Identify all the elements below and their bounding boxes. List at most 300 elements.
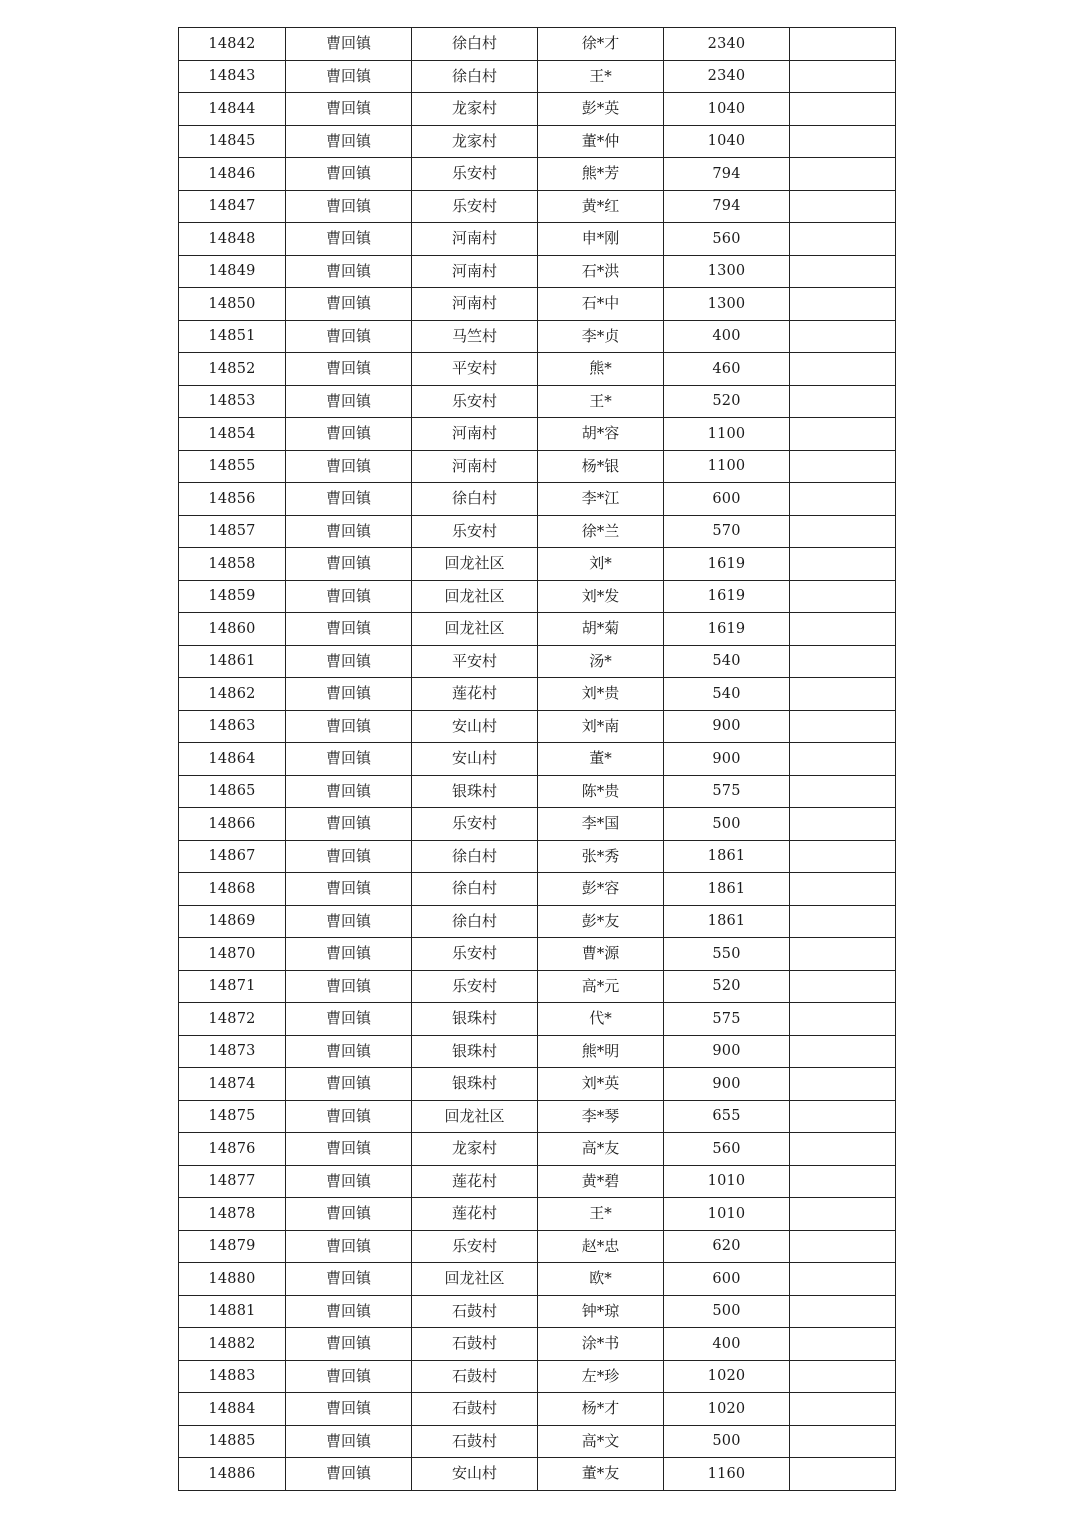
cell-town: 曹回镇: [286, 808, 412, 841]
cell-town: 曹回镇: [286, 418, 412, 451]
table-row: [179, 1035, 896, 1068]
cell-town: 曹回镇: [286, 28, 412, 61]
cell-name: 彭*容: [538, 873, 664, 906]
cell-id: 14878: [179, 1198, 286, 1231]
roster-table: [178, 27, 896, 1491]
cell-note: [790, 223, 896, 256]
cell-village: 乐安村: [412, 515, 538, 548]
cell-town: 曹回镇: [286, 1068, 412, 1101]
table-row: [179, 548, 896, 581]
cell-town: 曹回镇: [286, 548, 412, 581]
table-row: [179, 190, 896, 223]
cell-village: 莲花村: [412, 1165, 538, 1198]
cell-amount: 570: [664, 515, 790, 548]
cell-village: 河南村: [412, 450, 538, 483]
cell-name: 黄*碧: [538, 1165, 664, 1198]
cell-amount: 1160: [664, 1458, 790, 1491]
cell-amount: 400: [664, 1328, 790, 1361]
cell-amount: 1020: [664, 1393, 790, 1426]
table-row: [179, 645, 896, 678]
cell-town: 曹回镇: [286, 1198, 412, 1231]
table-row: [179, 938, 896, 971]
cell-town: 曹回镇: [286, 1165, 412, 1198]
cell-note: [790, 548, 896, 581]
cell-name: 彭*友: [538, 905, 664, 938]
cell-name: 左*珍: [538, 1360, 664, 1393]
table-row: [179, 1230, 896, 1263]
cell-village: 河南村: [412, 255, 538, 288]
cell-amount: 1040: [664, 93, 790, 126]
cell-town: 曹回镇: [286, 678, 412, 711]
cell-note: [790, 60, 896, 93]
cell-note: [790, 255, 896, 288]
cell-amount: 575: [664, 775, 790, 808]
table-row: [179, 678, 896, 711]
cell-id: 14884: [179, 1393, 286, 1426]
table-row: [179, 1360, 896, 1393]
table-row: [179, 1393, 896, 1426]
cell-amount: 1010: [664, 1198, 790, 1231]
cell-village: 石鼓村: [412, 1425, 538, 1458]
cell-name: 张*秀: [538, 840, 664, 873]
cell-id: 14856: [179, 483, 286, 516]
cell-note: [790, 28, 896, 61]
cell-town: 曹回镇: [286, 1328, 412, 1361]
cell-name: 汤*: [538, 645, 664, 678]
cell-town: 曹回镇: [286, 840, 412, 873]
cell-note: [790, 418, 896, 451]
cell-village: 乐安村: [412, 938, 538, 971]
cell-note: [790, 1425, 896, 1458]
cell-id: 14871: [179, 970, 286, 1003]
cell-village: 徐白村: [412, 483, 538, 516]
cell-name: 曹*源: [538, 938, 664, 971]
cell-name: 王*: [538, 60, 664, 93]
cell-name: 申*刚: [538, 223, 664, 256]
cell-village: 安山村: [412, 1458, 538, 1491]
cell-town: 曹回镇: [286, 60, 412, 93]
cell-id: 14848: [179, 223, 286, 256]
table-row: [179, 613, 896, 646]
cell-village: 龙家村: [412, 125, 538, 158]
cell-id: 14865: [179, 775, 286, 808]
cell-name: 石*中: [538, 288, 664, 321]
cell-village: 银珠村: [412, 1003, 538, 1036]
table-row: [179, 1458, 896, 1491]
cell-note: [790, 1165, 896, 1198]
cell-village: 石鼓村: [412, 1295, 538, 1328]
cell-note: [790, 1133, 896, 1166]
cell-village: 乐安村: [412, 158, 538, 191]
cell-amount: 1100: [664, 418, 790, 451]
cell-village: 乐安村: [412, 190, 538, 223]
table-row: [179, 125, 896, 158]
cell-note: [790, 1035, 896, 1068]
cell-name: 陈*贵: [538, 775, 664, 808]
table-row: [179, 60, 896, 93]
cell-village: 河南村: [412, 288, 538, 321]
table-row: [179, 580, 896, 613]
cell-town: 曹回镇: [286, 1295, 412, 1328]
cell-note: [790, 873, 896, 906]
cell-town: 曹回镇: [286, 223, 412, 256]
cell-village: 石鼓村: [412, 1328, 538, 1361]
cell-amount: 900: [664, 1068, 790, 1101]
table-row: [179, 418, 896, 451]
cell-name: 李*国: [538, 808, 664, 841]
cell-amount: 2340: [664, 28, 790, 61]
cell-town: 曹回镇: [286, 873, 412, 906]
cell-id: 14881: [179, 1295, 286, 1328]
cell-town: 曹回镇: [286, 1263, 412, 1296]
cell-amount: 1619: [664, 613, 790, 646]
cell-town: 曹回镇: [286, 743, 412, 776]
cell-town: 曹回镇: [286, 775, 412, 808]
table-row: [179, 1425, 896, 1458]
cell-amount: 1300: [664, 255, 790, 288]
cell-town: 曹回镇: [286, 450, 412, 483]
cell-id: 14846: [179, 158, 286, 191]
cell-id: 14850: [179, 288, 286, 321]
cell-town: 曹回镇: [286, 905, 412, 938]
cell-id: 14849: [179, 255, 286, 288]
table-row: [179, 223, 896, 256]
cell-name: 代*: [538, 1003, 664, 1036]
cell-village: 银珠村: [412, 1068, 538, 1101]
cell-id: 14842: [179, 28, 286, 61]
cell-amount: 460: [664, 353, 790, 386]
cell-note: [790, 808, 896, 841]
cell-id: 14853: [179, 385, 286, 418]
cell-village: 石鼓村: [412, 1393, 538, 1426]
cell-id: 14845: [179, 125, 286, 158]
cell-note: [790, 905, 896, 938]
cell-note: [790, 613, 896, 646]
cell-town: 曹回镇: [286, 613, 412, 646]
cell-town: 曹回镇: [286, 1393, 412, 1426]
table-row: [179, 1165, 896, 1198]
cell-id: 14844: [179, 93, 286, 126]
cell-note: [790, 1100, 896, 1133]
cell-note: [790, 288, 896, 321]
cell-amount: 500: [664, 1295, 790, 1328]
cell-note: [790, 1068, 896, 1101]
table-row: [179, 28, 896, 61]
cell-id: 14873: [179, 1035, 286, 1068]
cell-town: 曹回镇: [286, 1360, 412, 1393]
document-page: [178, 27, 895, 1491]
cell-town: 曹回镇: [286, 710, 412, 743]
cell-town: 曹回镇: [286, 353, 412, 386]
cell-town: 曹回镇: [286, 1230, 412, 1263]
cell-name: 徐*兰: [538, 515, 664, 548]
cell-name: 王*: [538, 1198, 664, 1231]
table-row: [179, 775, 896, 808]
cell-name: 杨*才: [538, 1393, 664, 1426]
cell-amount: 900: [664, 710, 790, 743]
table-row: [179, 873, 896, 906]
cell-town: 曹回镇: [286, 580, 412, 613]
cell-note: [790, 1328, 896, 1361]
cell-name: 高*元: [538, 970, 664, 1003]
cell-town: 曹回镇: [286, 1458, 412, 1491]
cell-amount: 1100: [664, 450, 790, 483]
cell-note: [790, 1360, 896, 1393]
cell-amount: 600: [664, 1263, 790, 1296]
cell-amount: 1861: [664, 873, 790, 906]
cell-village: 马竺村: [412, 320, 538, 353]
cell-id: 14867: [179, 840, 286, 873]
cell-village: 乐安村: [412, 1230, 538, 1263]
cell-amount: 560: [664, 1133, 790, 1166]
cell-id: 14876: [179, 1133, 286, 1166]
cell-id: 14847: [179, 190, 286, 223]
cell-name: 彭*英: [538, 93, 664, 126]
cell-name: 熊*明: [538, 1035, 664, 1068]
cell-name: 刘*贵: [538, 678, 664, 711]
cell-note: [790, 938, 896, 971]
cell-amount: 1861: [664, 840, 790, 873]
cell-town: 曹回镇: [286, 385, 412, 418]
table-row: [179, 710, 896, 743]
cell-note: [790, 125, 896, 158]
cell-name: 高*友: [538, 1133, 664, 1166]
cell-note: [790, 190, 896, 223]
cell-town: 曹回镇: [286, 1035, 412, 1068]
cell-id: 14860: [179, 613, 286, 646]
cell-note: [790, 385, 896, 418]
cell-town: 曹回镇: [286, 190, 412, 223]
cell-name: 胡*菊: [538, 613, 664, 646]
cell-note: [790, 93, 896, 126]
cell-id: 14862: [179, 678, 286, 711]
cell-name: 黄*红: [538, 190, 664, 223]
cell-amount: 1300: [664, 288, 790, 321]
cell-name: 李*琴: [538, 1100, 664, 1133]
table-row: [179, 1003, 896, 1036]
cell-name: 刘*英: [538, 1068, 664, 1101]
cell-amount: 540: [664, 678, 790, 711]
cell-amount: 1040: [664, 125, 790, 158]
cell-town: 曹回镇: [286, 288, 412, 321]
cell-town: 曹回镇: [286, 158, 412, 191]
cell-amount: 620: [664, 1230, 790, 1263]
cell-id: 14852: [179, 353, 286, 386]
cell-id: 14863: [179, 710, 286, 743]
cell-amount: 500: [664, 808, 790, 841]
table-row: [179, 808, 896, 841]
cell-note: [790, 515, 896, 548]
cell-town: 曹回镇: [286, 483, 412, 516]
table-row: [179, 158, 896, 191]
cell-village: 回龙社区: [412, 1100, 538, 1133]
cell-id: 14843: [179, 60, 286, 93]
cell-note: [790, 775, 896, 808]
cell-amount: 550: [664, 938, 790, 971]
cell-amount: 655: [664, 1100, 790, 1133]
cell-amount: 520: [664, 970, 790, 1003]
cell-note: [790, 710, 896, 743]
cell-id: 14870: [179, 938, 286, 971]
cell-name: 熊*: [538, 353, 664, 386]
cell-town: 曹回镇: [286, 1003, 412, 1036]
cell-town: 曹回镇: [286, 93, 412, 126]
cell-note: [790, 1230, 896, 1263]
cell-amount: 540: [664, 645, 790, 678]
cell-name: 李*江: [538, 483, 664, 516]
cell-village: 回龙社区: [412, 580, 538, 613]
cell-id: 14879: [179, 1230, 286, 1263]
cell-id: 14883: [179, 1360, 286, 1393]
cell-id: 14875: [179, 1100, 286, 1133]
cell-name: 钟*琼: [538, 1295, 664, 1328]
cell-id: 14854: [179, 418, 286, 451]
table-row: [179, 1068, 896, 1101]
cell-village: 安山村: [412, 743, 538, 776]
table-row: [179, 93, 896, 126]
cell-note: [790, 678, 896, 711]
cell-amount: 1619: [664, 548, 790, 581]
table-row: [179, 743, 896, 776]
cell-note: [790, 743, 896, 776]
cell-village: 乐安村: [412, 385, 538, 418]
cell-id: 14861: [179, 645, 286, 678]
cell-village: 乐安村: [412, 970, 538, 1003]
cell-amount: 1010: [664, 1165, 790, 1198]
cell-id: 14872: [179, 1003, 286, 1036]
cell-note: [790, 645, 896, 678]
cell-village: 莲花村: [412, 1198, 538, 1231]
table-row: [179, 255, 896, 288]
table-row: [179, 385, 896, 418]
cell-village: 徐白村: [412, 905, 538, 938]
cell-amount: 560: [664, 223, 790, 256]
table-row: [179, 840, 896, 873]
cell-name: 熊*芳: [538, 158, 664, 191]
cell-village: 平安村: [412, 645, 538, 678]
cell-name: 刘*发: [538, 580, 664, 613]
cell-note: [790, 580, 896, 613]
cell-id: 14886: [179, 1458, 286, 1491]
cell-town: 曹回镇: [286, 320, 412, 353]
cell-village: 银珠村: [412, 1035, 538, 1068]
cell-name: 徐*才: [538, 28, 664, 61]
table-row: [179, 970, 896, 1003]
cell-village: 石鼓村: [412, 1360, 538, 1393]
cell-amount: 400: [664, 320, 790, 353]
cell-id: 14857: [179, 515, 286, 548]
table-row: [179, 288, 896, 321]
cell-note: [790, 840, 896, 873]
table-row: [179, 320, 896, 353]
cell-village: 徐白村: [412, 28, 538, 61]
table-row: [179, 515, 896, 548]
cell-note: [790, 353, 896, 386]
cell-note: [790, 450, 896, 483]
cell-name: 刘*南: [538, 710, 664, 743]
table-row: [179, 483, 896, 516]
cell-amount: 500: [664, 1425, 790, 1458]
cell-village: 徐白村: [412, 840, 538, 873]
cell-amount: 600: [664, 483, 790, 516]
cell-id: 14868: [179, 873, 286, 906]
cell-name: 刘*: [538, 548, 664, 581]
cell-id: 14866: [179, 808, 286, 841]
cell-note: [790, 483, 896, 516]
cell-town: 曹回镇: [286, 1425, 412, 1458]
table-row: [179, 1295, 896, 1328]
cell-id: 14858: [179, 548, 286, 581]
cell-town: 曹回镇: [286, 938, 412, 971]
cell-note: [790, 1295, 896, 1328]
cell-village: 乐安村: [412, 808, 538, 841]
cell-note: [790, 158, 896, 191]
table-row: [179, 1133, 896, 1166]
cell-town: 曹回镇: [286, 255, 412, 288]
cell-id: 14880: [179, 1263, 286, 1296]
cell-amount: 794: [664, 158, 790, 191]
cell-id: 14882: [179, 1328, 286, 1361]
cell-village: 莲花村: [412, 678, 538, 711]
cell-village: 龙家村: [412, 1133, 538, 1166]
cell-id: 14851: [179, 320, 286, 353]
cell-amount: 900: [664, 743, 790, 776]
table-row: [179, 450, 896, 483]
cell-note: [790, 1003, 896, 1036]
cell-note: [790, 1458, 896, 1491]
cell-note: [790, 970, 896, 1003]
cell-town: 曹回镇: [286, 645, 412, 678]
cell-name: 李*贞: [538, 320, 664, 353]
cell-village: 回龙社区: [412, 548, 538, 581]
cell-town: 曹回镇: [286, 1133, 412, 1166]
cell-village: 龙家村: [412, 93, 538, 126]
cell-village: 回龙社区: [412, 613, 538, 646]
cell-id: 14859: [179, 580, 286, 613]
cell-amount: 900: [664, 1035, 790, 1068]
cell-id: 14885: [179, 1425, 286, 1458]
cell-name: 董*友: [538, 1458, 664, 1491]
cell-village: 回龙社区: [412, 1263, 538, 1296]
cell-note: [790, 1198, 896, 1231]
cell-village: 河南村: [412, 418, 538, 451]
table-row: [179, 1198, 896, 1231]
cell-amount: 1020: [664, 1360, 790, 1393]
cell-amount: 1619: [664, 580, 790, 613]
cell-village: 河南村: [412, 223, 538, 256]
cell-town: 曹回镇: [286, 125, 412, 158]
cell-village: 银珠村: [412, 775, 538, 808]
cell-village: 安山村: [412, 710, 538, 743]
cell-name: 赵*忠: [538, 1230, 664, 1263]
cell-amount: 520: [664, 385, 790, 418]
cell-note: [790, 1393, 896, 1426]
cell-town: 曹回镇: [286, 970, 412, 1003]
cell-note: [790, 320, 896, 353]
cell-amount: 1861: [664, 905, 790, 938]
cell-name: 石*洪: [538, 255, 664, 288]
cell-amount: 2340: [664, 60, 790, 93]
cell-village: 徐白村: [412, 873, 538, 906]
cell-village: 徐白村: [412, 60, 538, 93]
cell-id: 14855: [179, 450, 286, 483]
cell-amount: 794: [664, 190, 790, 223]
cell-name: 杨*银: [538, 450, 664, 483]
cell-name: 董*仲: [538, 125, 664, 158]
cell-note: [790, 1263, 896, 1296]
table-row: [179, 1328, 896, 1361]
table-row: [179, 353, 896, 386]
